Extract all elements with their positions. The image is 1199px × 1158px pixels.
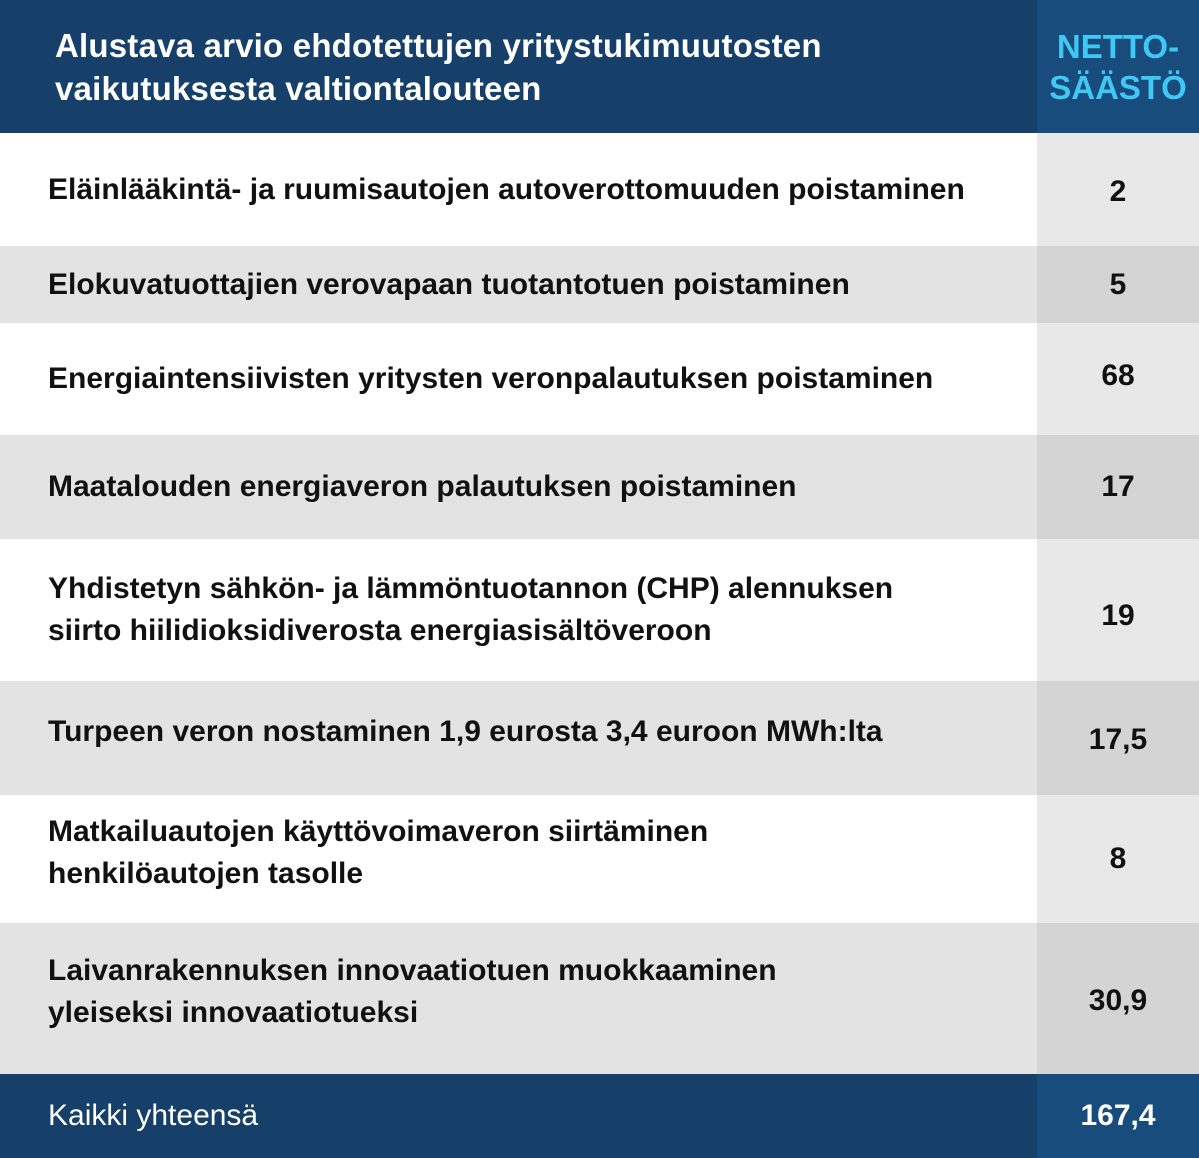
table-title-cell <box>0 0 1037 133</box>
row-label: Laivanrakennuksen innovaatiotuen muokkaaminen yleiseksi innovaatiotueksi <box>48 953 777 1029</box>
row-value: 19 <box>1101 599 1135 632</box>
total-label: Kaikki yhteensä <box>48 1099 259 1132</box>
table-header <box>0 0 1199 133</box>
row-value: 30,9 <box>1088 983 1148 1017</box>
row-label: Yhdistetyn sähkön- ja lämmöntuotannon (CHP) alennuksen siirto hiilidioksidiverosta energiasisältöveroon <box>48 572 894 647</box>
column-header-net-savings <box>1049 26 1187 108</box>
row-value: 17 <box>1101 470 1135 503</box>
table-row <box>0 323 1199 435</box>
table-title: Alustava arvio ehdotettujen yritystukimuutosten vaikutuksesta valtiontalouteen <box>55 26 822 107</box>
row-label: Eläinlääkintä- ja ruumisautojen autoverottomuuden poistaminen <box>48 172 965 206</box>
column-header-line-1: NETTO- <box>1056 27 1180 65</box>
table-row <box>0 539 1199 681</box>
table-row <box>0 923 1199 1074</box>
table-row <box>0 246 1199 323</box>
table-row <box>0 681 1199 795</box>
table-row <box>0 435 1199 539</box>
row-value: 2 <box>1109 174 1127 208</box>
row-value: 17,5 <box>1088 723 1148 756</box>
row-value: 68 <box>1101 359 1135 392</box>
column-header-line-2: SÄÄSTÖ <box>1049 68 1187 106</box>
column-header-cell <box>1037 0 1199 133</box>
row-label: Energiaintensiivisten yritysten veronpalautuksen poistaminen <box>48 362 934 395</box>
row-value: 8 <box>1109 842 1127 875</box>
row-value: 5 <box>1109 267 1127 301</box>
table-total-row <box>0 1074 1199 1158</box>
row-label: Turpeen veron nostaminen 1,9 eurosta 3,4 euroon MWh:lta <box>48 715 883 748</box>
row-label: Matkailuautojen käyttövoimaveron siirtäminen henkilöautojen tasolle <box>48 815 709 890</box>
row-label: Elokuvatuottajien verovapaan tuotantotuen poistaminen <box>48 267 850 301</box>
row-label: Maatalouden energiaveron palautuksen poistaminen <box>48 470 797 503</box>
table-row <box>0 795 1199 923</box>
table-row <box>0 133 1199 246</box>
total-value: 167,4 <box>1080 1099 1156 1132</box>
